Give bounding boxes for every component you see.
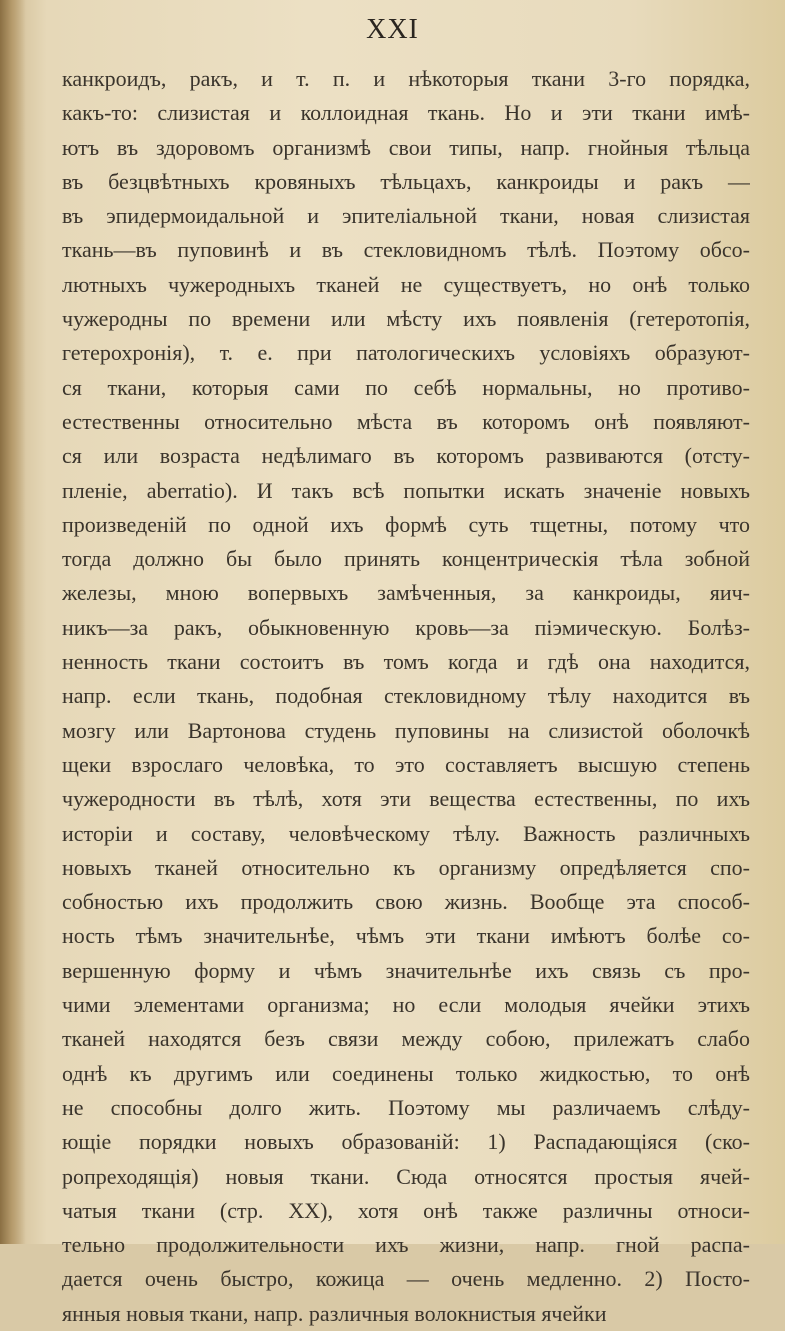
text-line: ткань—въ пуповинѣ и въ стекловидномъ тѣлѣ. Поэтому обсо- bbox=[62, 237, 750, 263]
text-line: янныя новыя ткани, напр. различныя волокнистыя ячейки bbox=[62, 1300, 607, 1326]
text-line: новыхъ тканей относительно къ организму опредѣляется спо- bbox=[62, 854, 750, 880]
text-line: въ эпидермоидальной и эпителіальной ткани, новая слизистая bbox=[62, 203, 750, 229]
page-binding-edge bbox=[0, 0, 26, 1244]
text-line: собностью ихъ продолжить свою жизнь. Вообще эта способ- bbox=[62, 889, 750, 915]
text-line: ненность ткани состоитъ въ томъ когда и гдѣ она находится, bbox=[62, 649, 750, 675]
text-line: напр. если ткань, подобная стекловидному тѣлу находится въ bbox=[62, 683, 750, 709]
text-line: чими элементами организма; но если молодыя ячейки этихъ bbox=[62, 992, 750, 1018]
text-line: ся ткани, которыя сами по себѣ нормальны, но противо- bbox=[62, 374, 750, 400]
text-line: не способны долго жить. Поэтому мы различаемъ слѣду- bbox=[62, 1094, 750, 1120]
text-line: тогда должно бы было принять концентрическія тѣла зобной bbox=[62, 546, 750, 572]
body-text bbox=[62, 62, 750, 1331]
text-line: въ безцвѣтныхъ кровяныхъ тѣльцахъ, канкроиды и ракъ — bbox=[62, 168, 750, 194]
text-line: какъ-то: слизистая и коллоидная ткань. Но и эти ткани имѣ- bbox=[62, 100, 750, 126]
text-line: однѣ къ другимъ или соединены только жидкостью, то онѣ bbox=[62, 1060, 750, 1086]
text-line: ютъ въ здоровомъ организмѣ свои типы, напр. гнойныя тѣльца bbox=[62, 134, 750, 160]
text-line: тканей находятся безъ связи между собою, прилежатъ слабо bbox=[62, 1026, 750, 1052]
text-line: ющіе порядки новыхъ образованій: 1) Распадающіяся (ско- bbox=[62, 1129, 750, 1155]
text-line: дается очень быстро, кожица — очень медленно. 2) Посто- bbox=[62, 1266, 750, 1292]
text-line: ся или возраста недѣлимаго въ которомъ развиваются (отсту- bbox=[62, 443, 750, 469]
text-line: естественны относительно мѣста въ которомъ онѣ появляют- bbox=[62, 408, 750, 434]
text-line: железы, мною вопервыхъ замѣченныя, за канкроиды, яич- bbox=[62, 580, 750, 606]
text-line: ропреходящія) новыя ткани. Сюда относятся простыя ячей- bbox=[62, 1163, 750, 1189]
text-line: никъ—за ракъ, обыкновенную кровь—за піэмическую. Болѣз- bbox=[62, 614, 750, 640]
text-line: исторіи и составу, человѣческому тѣлу. Важность различныхъ bbox=[62, 820, 750, 846]
text-line: гетерохронія), т. е. при патологическихъ условіяхъ образуют- bbox=[62, 340, 750, 366]
page-number: XXI bbox=[366, 14, 419, 45]
text-line: тельно продолжительности ихъ жизни, напр. гной распа- bbox=[62, 1232, 750, 1258]
text-line: мозгу или Вартонова студень пуповины на слизистой оболочкѣ bbox=[62, 717, 750, 743]
text-line: лютныхъ чужеродныхъ тканей не существуетъ, но онѣ только bbox=[62, 271, 750, 297]
text-line: вершенную форму и чѣмъ значительнѣе ихъ связь съ про- bbox=[62, 957, 750, 983]
text-line: чужеродности въ тѣлѣ, хотя эти вещества естественны, по ихъ bbox=[62, 786, 750, 812]
text-line: чужеродны по времени или мѣсту ихъ появленія (гетеротопія, bbox=[62, 306, 750, 332]
text-line: пленіе, aberratio). И такъ всѣ попытки искать значеніе новыхъ bbox=[62, 477, 750, 503]
text-line: чатыя ткани (стр. XX), хотя онѣ также различны относи- bbox=[62, 1197, 750, 1223]
text-line: ность тѣмъ значительнѣе, чѣмъ эти ткани имѣютъ болѣе со- bbox=[62, 923, 750, 949]
text-line: канкроидъ, ракъ, и т. п. и нѣкоторыя ткани 3-го порядка, bbox=[62, 66, 750, 91]
text-line: произведеній по одной ихъ формѣ суть тщетны, потому что bbox=[62, 511, 750, 537]
text-line: щеки взрослаго человѣка, то это составляетъ высшую степень bbox=[62, 751, 750, 777]
